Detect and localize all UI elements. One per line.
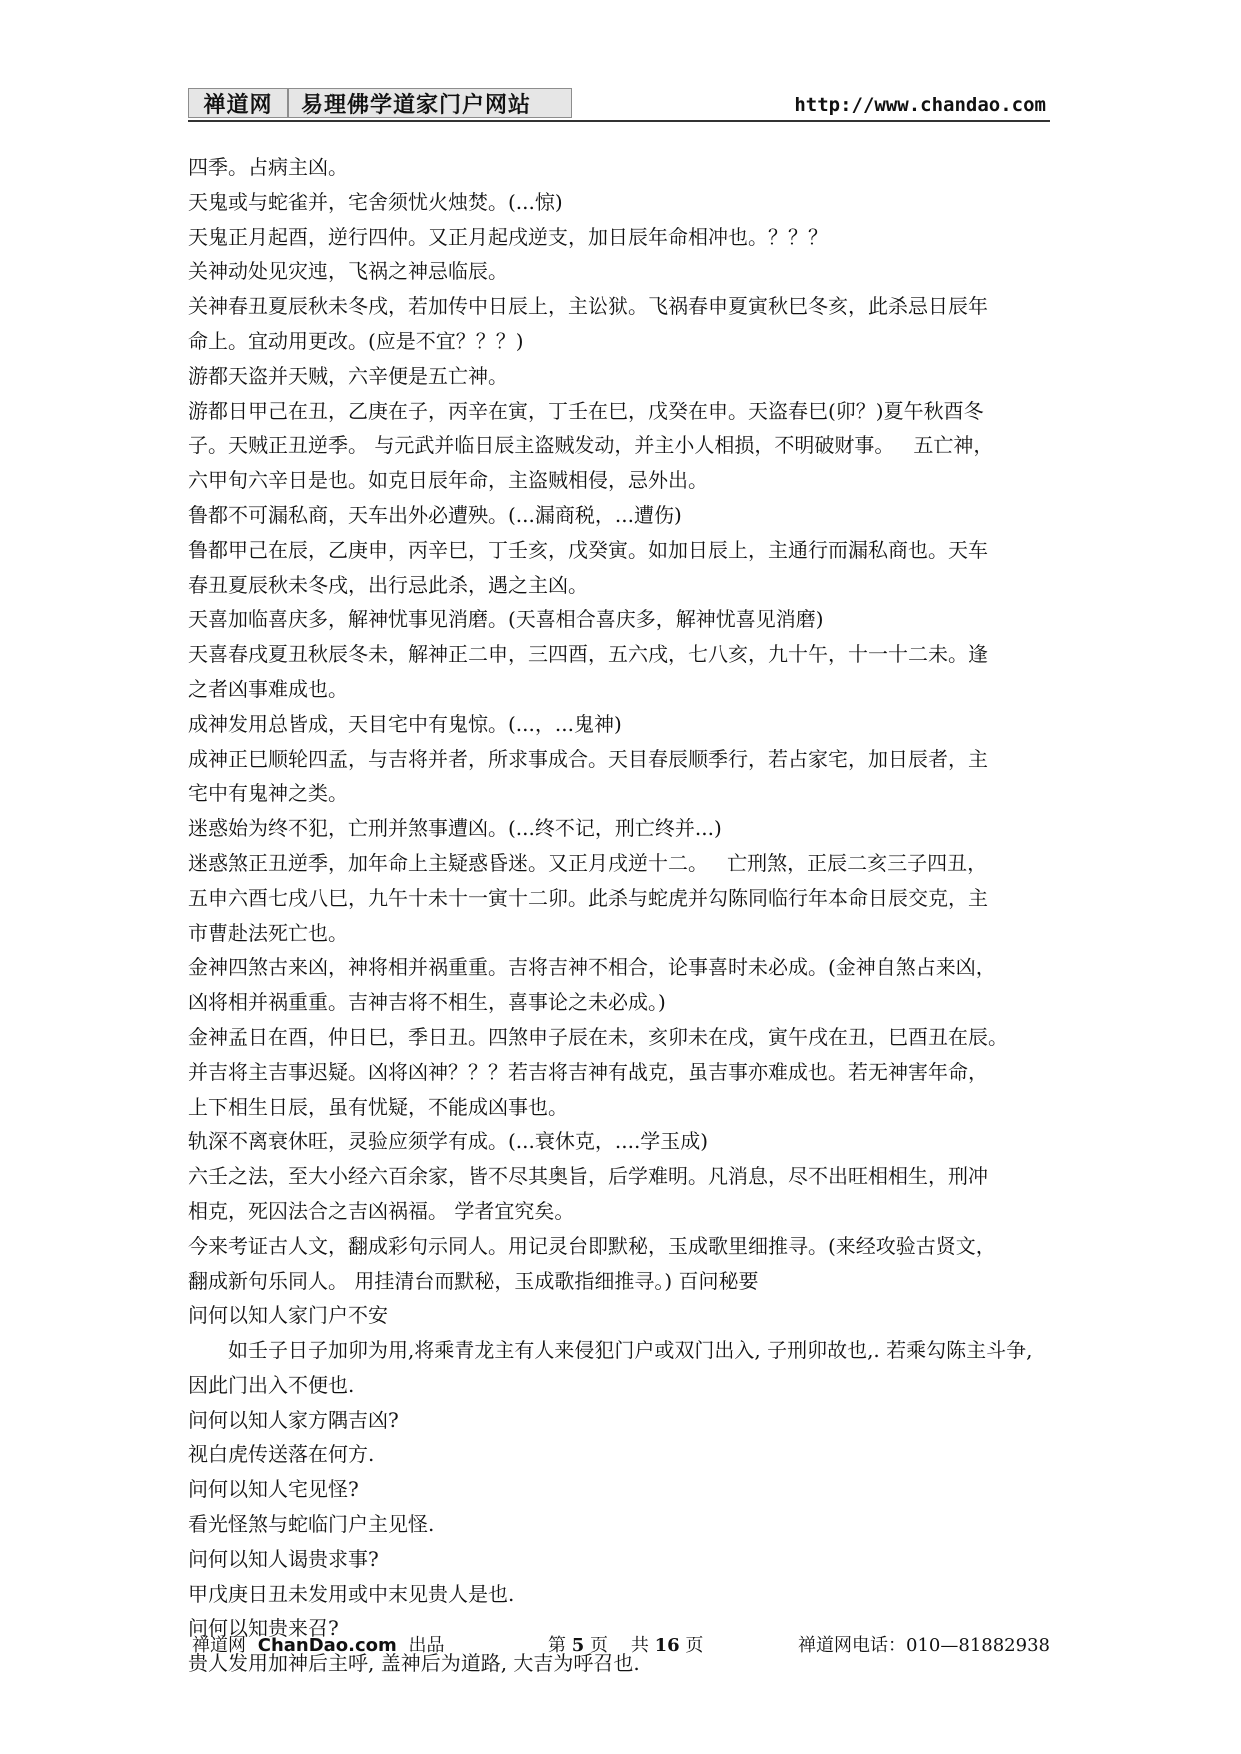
text-line: 五申六酉七戌八巳，九午十未十一寅十二卯。此杀与蛇虎并勾陈同临行年本命日辰交克，主 (188, 885, 988, 910)
text-line: 市曹赴法死亡也。 (188, 920, 348, 945)
text-line: 金神孟日在酉，仲日巳，季日丑。四煞申子辰在未，亥卯未在戌，寅午戌在丑，巳酉丑在辰。 (188, 1024, 1008, 1049)
text-line: 游都天盗并天贼，六辛便是五亡神。 (188, 363, 508, 388)
header-url: http://www.chandao.com (794, 94, 1046, 116)
total-pages: 16 (654, 1635, 680, 1656)
text-line: 上下相生日辰，虽有忧疑，不能成凶事也。 (188, 1094, 568, 1119)
text-line: 子。天贼正丑逆季。 与元武并临日辰主盗贼发动，并主小人相损，不明破财事。 五亡神， (188, 433, 994, 458)
text-line: 之者凶事难成也。 (188, 676, 348, 701)
header-site-name: 禅道网 (189, 89, 289, 117)
header-slogan: 易理佛学道家门户网站 (301, 92, 532, 118)
footer-produced: 出品 (408, 1635, 445, 1656)
header-divider (188, 120, 1050, 122)
page-number: 5 (571, 1635, 585, 1656)
footer-brand: ChanDao.com (257, 1635, 397, 1656)
text-line: 问何以知人宅见怪? (188, 1477, 359, 1502)
text-line: 金神四煞古来凶，神将相并祸重重。吉将吉神不相合，论事喜时未必成。(金神自煞占来凶， (188, 955, 996, 980)
text-line: 六壬之法，至大小经六百余家，皆不尽其奥旨，后学难明。凡消息，尽不出旺相相生，刑冲 (188, 1164, 988, 1189)
page-header (188, 88, 1050, 124)
text-line: 看光怪煞与蛇临门户主见怪. (188, 1512, 435, 1537)
text-line: 视白虎传送落在何方. (188, 1442, 375, 1467)
text-line: 成神发用总皆成，天目宅中有鬼惊。(...，...鬼神) (188, 711, 622, 736)
page-suffix: 页 (590, 1635, 608, 1656)
text-line: 如壬子日子加卯为用,将乘青龙主有人来侵犯门户或双门出入, 子刑卯故也,. 若乘勾陈主斗争, (228, 1338, 1033, 1363)
header-logo-badge (188, 88, 572, 118)
text-line: 游都日甲己在丑，乙庚在子，丙辛在寅，丁壬在巳，戊癸在申。天盗春巳(卯？)夏午秋酉冬 (188, 398, 984, 423)
text-line: 甲戊庚日丑未发用或中末见贵人是也. (188, 1581, 515, 1606)
page-footer (188, 1631, 1050, 1661)
text-line: 凶将相并祸重重。吉神吉将不相生，喜事论之未必成。) (188, 990, 666, 1015)
text-line: 迷惑煞正丑逆季，加年命上主疑惑昏迷。又正月戌逆十二。 亡刑煞，正辰二亥三子四丑， (188, 850, 988, 875)
text-line: 因此门出入不便也. (188, 1372, 355, 1397)
document-body (188, 150, 1068, 1681)
text-line: 命上。宜动用更改。(应是不宜？？？) (188, 328, 524, 353)
text-line: 轨深不离衰休旺，灵验应须学有成。(...衰休克，....学玉成) (188, 1129, 709, 1154)
text-line: 关神动处见灾迍，飞祸之神忌临辰。 (188, 259, 508, 284)
text-line: 贵人发用加神后主呼, 盖神后为道路, 大吉为呼召也. (188, 1651, 640, 1676)
text-line: 天鬼或与蛇雀并，宅舍须忧火烛焚。(...惊) (188, 189, 563, 214)
text-line: 问何以知人谒贵求事? (188, 1546, 379, 1571)
text-line: 成神正巳顺轮四孟，与吉将并者，所求事成合。天目春辰顺季行，若占家宅，加日辰者，主 (188, 746, 988, 771)
text-line: 问何以知贵来召? (188, 1616, 339, 1641)
text-line: 相克，死囚法合之吉凶祸福。 学者宜究矣。 (188, 1198, 575, 1223)
text-line: 鲁都不可漏私商，天车出外必遭殃。(...漏商税，...遭伤) (188, 502, 682, 527)
text-line: 今来考证古人文，翻成彩句示同人。用记灵台即默秘，玉成歌里细推寻。(来经攻验古贤文， (188, 1233, 996, 1258)
total-prefix: 共 (630, 1635, 649, 1656)
text-line: 春丑夏辰秋未冬戌，出行忌此杀，遇之主凶。 (188, 572, 588, 597)
total-suffix: 页 (685, 1635, 704, 1656)
text-line: 天喜春戌夏丑秋辰冬未，解神正二申，三四酉，五六戌，七八亥，九十午，十一十二未。逢 (188, 642, 988, 667)
footer-credit (192, 1631, 445, 1657)
footer-phone: 禅道网电话：010—81882938 (798, 1635, 1050, 1656)
page-prefix: 第 (548, 1635, 566, 1656)
text-line: 并吉将主吉事迟疑。凶将凶神？？？若吉将吉神有战克，虽吉事亦难成也。若无神害年命， (188, 1059, 988, 1084)
text-line: 关神春丑夏辰秋未冬戌，若加传中日辰上，主讼狱。飞祸春申夏寅秋巳冬亥，此杀忌日辰年 (188, 294, 988, 319)
text-line: 天鬼正月起酉，逆行四仲。又正月起戌逆支，加日辰年命相冲也。？？？ (188, 224, 828, 249)
text-line: 六甲旬六辛日是也。如克日辰年命，主盗贼相侵，忌外出。 (188, 468, 708, 493)
text-line: 翻成新句乐同人。 用挂清台而默秘，玉成歌指细推寻。) 百问秘要 (188, 1268, 759, 1293)
text-line: 鲁都甲己在辰，乙庚申，丙辛巳，丁壬亥，戊癸寅。如加日辰上，主通行而漏私商也。天车 (188, 537, 988, 562)
text-line: 天喜加临喜庆多，解神忧事见消磨。(天喜相合喜庆多，解神忧喜见消磨) (188, 607, 824, 632)
text-line: 宅中有鬼神之类。 (188, 781, 348, 806)
text-line: 问何以知人家门户不安 (188, 1303, 388, 1328)
footer-pagination (548, 1631, 703, 1657)
text-line: 迷惑始为终不犯，亡刑并煞事遭凶。(...终不记，刑亡终并...) (188, 816, 722, 841)
footer-site-name: 禅道网 (192, 1635, 246, 1656)
text-line: 问何以知人家方隅吉凶? (188, 1407, 399, 1432)
text-line: 四季。占病主凶。 (188, 155, 348, 179)
